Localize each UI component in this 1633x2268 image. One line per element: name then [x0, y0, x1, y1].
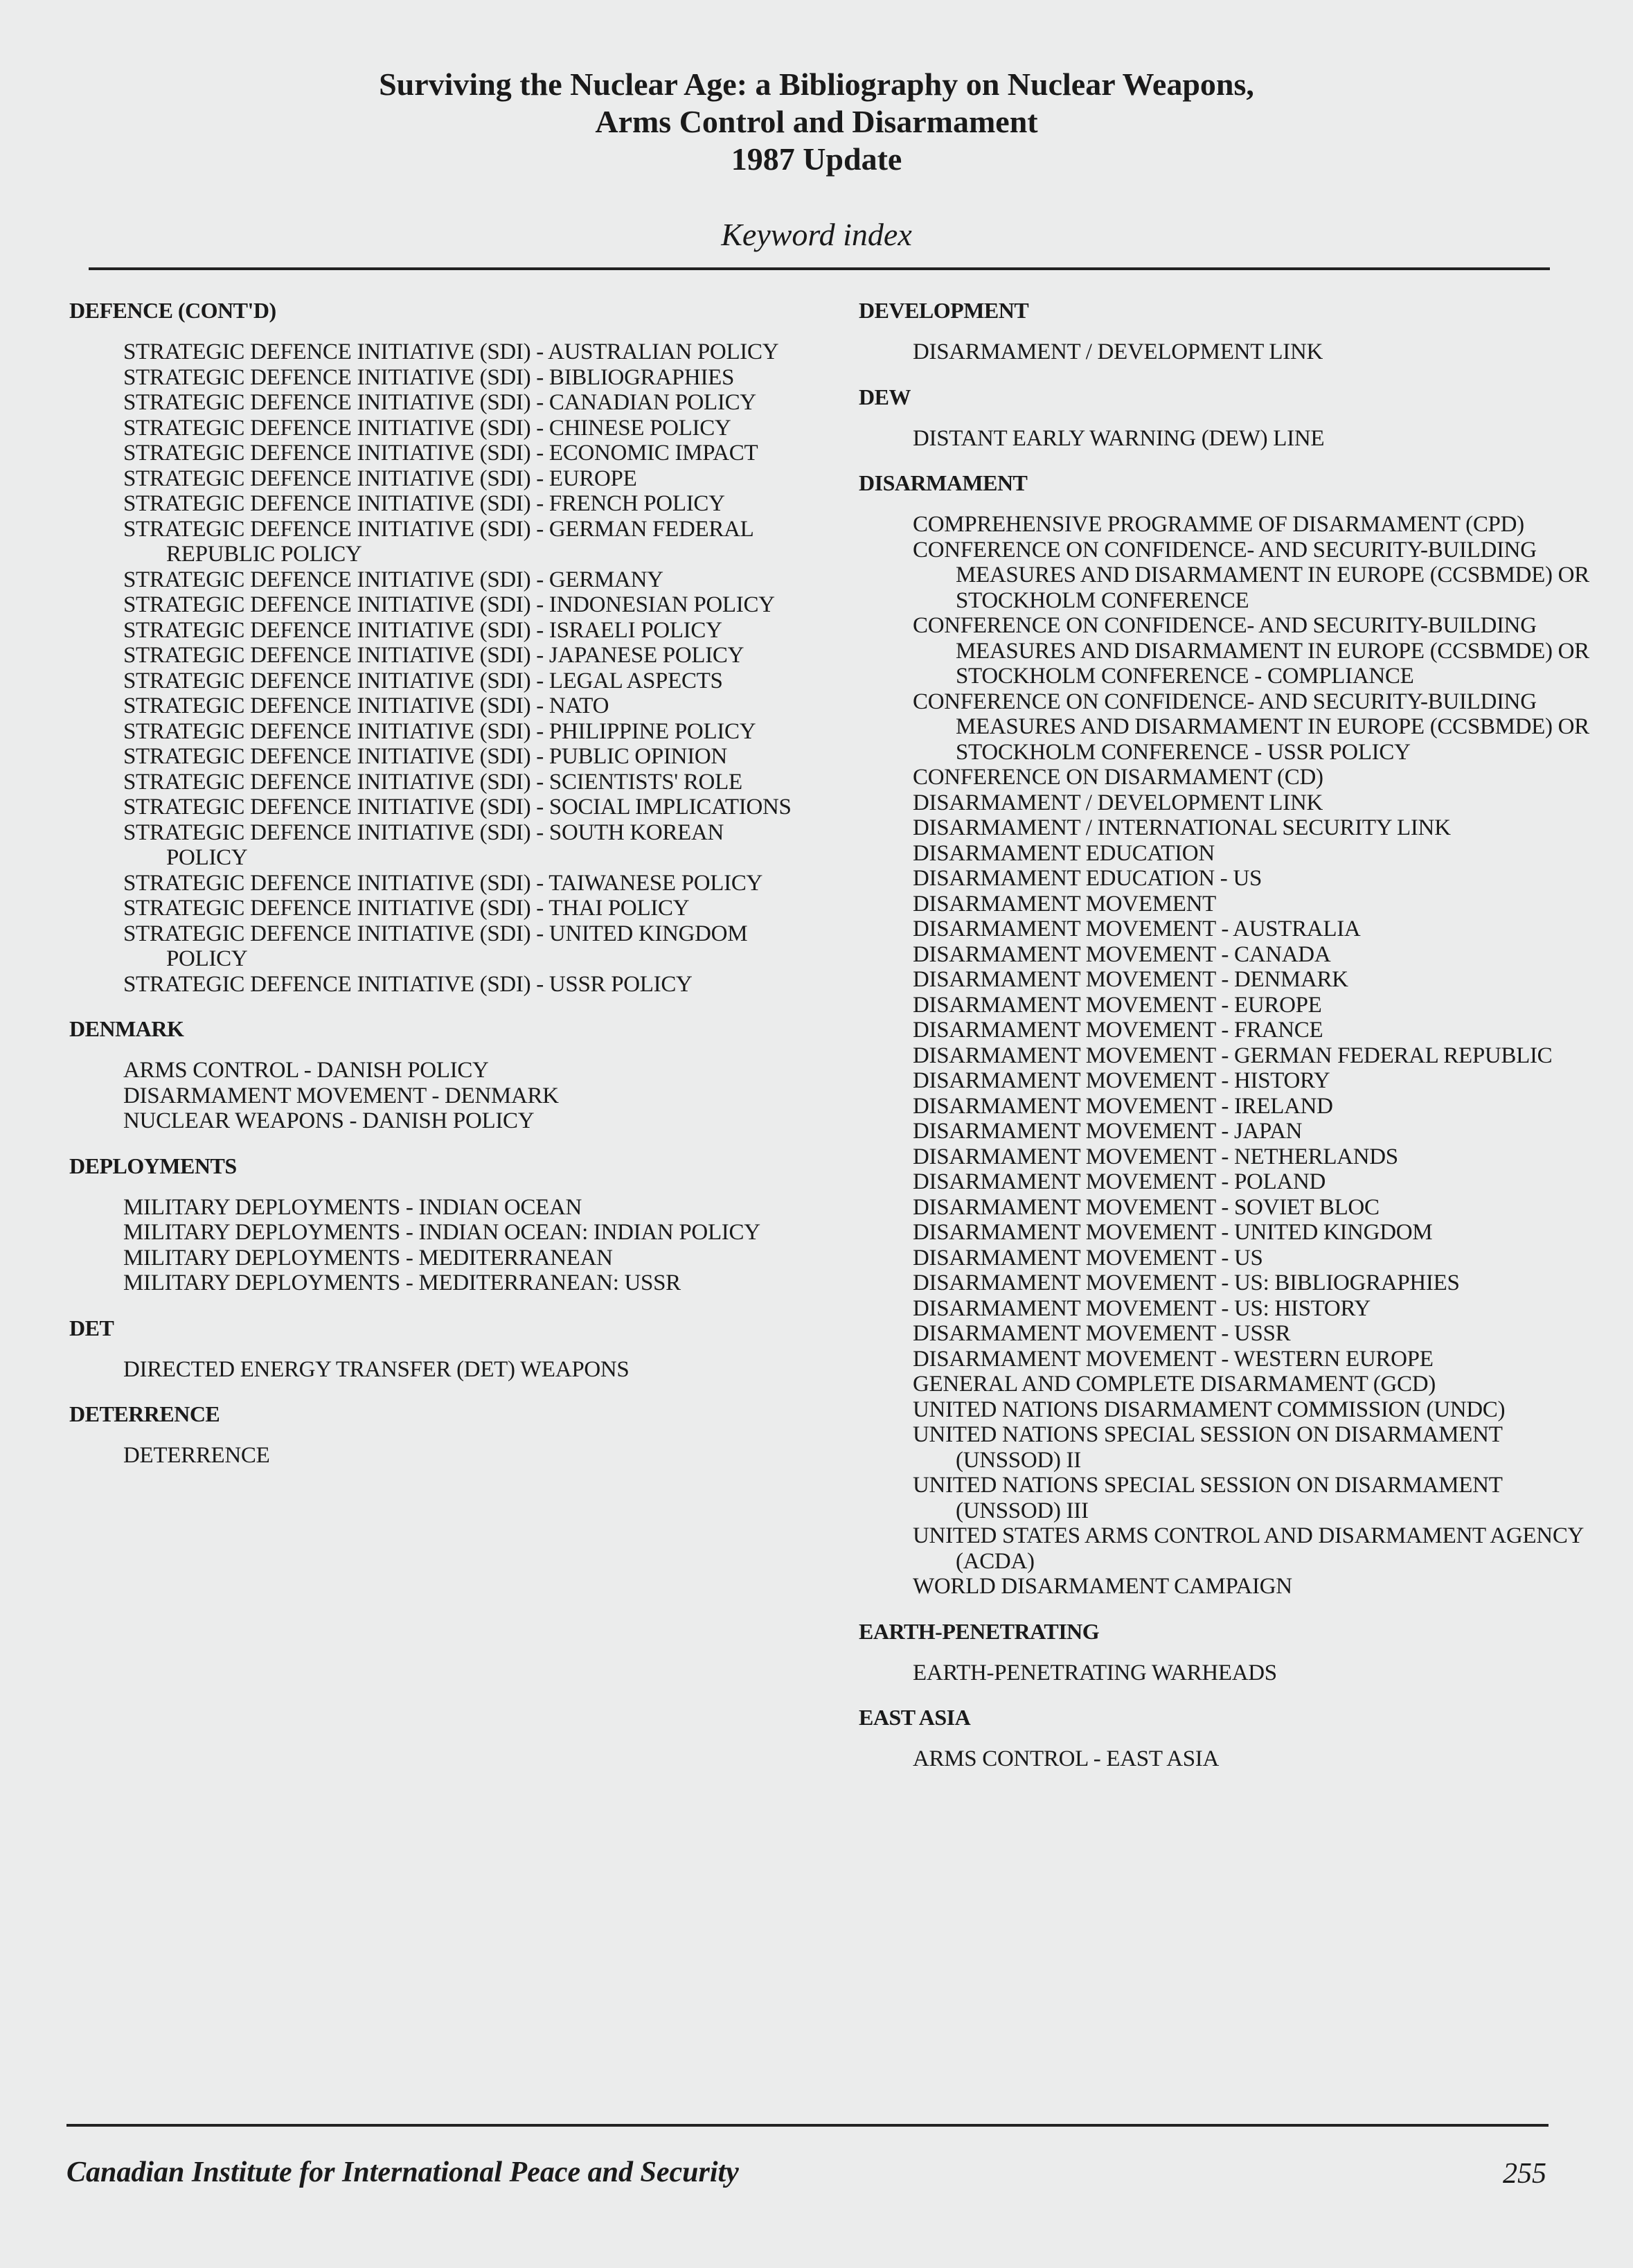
index-entry: MILITARY DEPLOYMENTS - MEDITERRANEAN	[123, 1245, 613, 1270]
entry-list	[69, 1058, 796, 1134]
index-entry: DISARMAMENT MOVEMENT - US	[913, 1245, 1263, 1270]
index-entry: DISARMAMENT MOVEMENT - EUROPE	[913, 992, 1322, 1018]
title-line: 1987 Update	[731, 141, 902, 177]
entry-list	[69, 1357, 796, 1383]
index-entry: DISARMAMENT MOVEMENT - DENMARK	[123, 1083, 559, 1108]
index-entry: UNITED NATIONS SPECIAL SESSION ON DISARMAMENT (UNSSOD) III	[913, 1473, 1502, 1523]
index-entry: STRATEGIC DEFENCE INITIATIVE (SDI) - UNITED KINGDOM POLICY	[123, 921, 748, 971]
index-entry: STRATEGIC DEFENCE INITIATIVE (SDI) - PHILIPPINE POLICY	[123, 718, 756, 744]
title-line: Arms Control and Disarmament	[595, 104, 1038, 139]
index-entry: UNITED STATES ARMS CONTROL AND DISARMAMENT AGENCY (ACDA)	[913, 1523, 1583, 1574]
index-entry: STRATEGIC DEFENCE INITIATIVE (SDI) - EUROPE	[123, 466, 637, 491]
index-entry: DISARMAMENT MOVEMENT - HISTORY	[913, 1068, 1330, 1093]
entry-list	[859, 1746, 1593, 1772]
index-entry: STRATEGIC DEFENCE INITIATIVE (SDI) - AUSTRALIAN POLICY	[123, 339, 779, 364]
index-entry: DIRECTED ENERGY TRANSFER (DET) WEAPONS	[123, 1356, 630, 1382]
index-entry: DISARMAMENT MOVEMENT - SOVIET BLOC	[913, 1194, 1380, 1220]
index-entry: DISARMAMENT MOVEMENT - FRANCE	[913, 1018, 1323, 1043]
index-entry: STRATEGIC DEFENCE INITIATIVE (SDI) - PUBLIC OPINION	[123, 744, 727, 769]
top-rule	[89, 267, 1550, 270]
index-entry: CONFERENCE ON DISARMAMENT (CD)	[913, 765, 1323, 790]
right-index-column	[859, 296, 1593, 1790]
section-heading: DET	[69, 1315, 114, 1340]
index-entry: ARMS CONTROL - EAST ASIA	[913, 1746, 1220, 1771]
index-entry: DISARMAMENT MOVEMENT - US: BIBLIOGRAPHIES	[913, 1270, 1460, 1295]
index-section	[859, 469, 1593, 1600]
index-entry: STRATEGIC DEFENCE INITIATIVE (SDI) - SOCIAL IMPLICATIONS	[123, 795, 792, 820]
index-entry: DISARMAMENT EDUCATION	[913, 840, 1215, 866]
index-section	[859, 383, 1593, 452]
index-entry: STRATEGIC DEFENCE INITIATIVE (SDI) - JAPANESE POLICY	[123, 643, 744, 668]
index-entry: DISTANT EARLY WARNING (DEW) LINE	[913, 425, 1325, 451]
index-entry: DISARMAMENT / DEVELOPMENT LINK	[913, 339, 1323, 364]
section-heading: DEFENCE (CONT'D)	[69, 298, 276, 323]
index-entry: GENERAL AND COMPLETE DISARMAMENT (GCD)	[913, 1372, 1436, 1397]
index-entry: STRATEGIC DEFENCE INITIATIVE (SDI) - BIBLIOGRAPHIES	[123, 364, 735, 390]
index-entry: MILITARY DEPLOYMENTS - INDIAN OCEAN	[123, 1194, 582, 1220]
index-entry: STRATEGIC DEFENCE INITIATIVE (SDI) - CANADIAN POLICY	[123, 390, 756, 415]
index-entry: UNITED NATIONS DISARMAMENT COMMISSION (UNDC)	[913, 1397, 1506, 1422]
index-section	[69, 1152, 796, 1296]
index-entry: DISARMAMENT MOVEMENT - DENMARK	[913, 967, 1348, 992]
index-entry: COMPREHENSIVE PROGRAMME OF DISARMAMENT (CPD)	[913, 512, 1524, 537]
index-entry: CONFERENCE ON CONFIDENCE- AND SECURITY-BUILDING MEASURES AND DISARMAMENT IN EUROPE (CCSBMDE) OR STOCKHOLM CONFERENCE - COMPLIANCE	[913, 613, 1589, 689]
index-entry: MILITARY DEPLOYMENTS - INDIAN OCEAN: INDIAN POLICY	[123, 1220, 760, 1245]
index-entry: STRATEGIC DEFENCE INITIATIVE (SDI) - ISRAELI POLICY	[123, 617, 722, 643]
section-heading: EARTH-PENETRATING	[859, 1618, 1100, 1644]
index-entry: STRATEGIC DEFENCE INITIATIVE (SDI) - LEGAL ASPECTS	[123, 668, 723, 693]
index-entry: STRATEGIC DEFENCE INITIATIVE (SDI) - ECONOMIC IMPACT	[123, 441, 758, 466]
bottom-rule	[66, 2124, 1549, 2127]
index-section	[69, 296, 796, 997]
index-entry: STRATEGIC DEFENCE INITIATIVE (SDI) - SCIENTISTS' ROLE	[123, 769, 742, 795]
section-heading: DEW	[859, 384, 911, 409]
index-entry: CONFERENCE ON CONFIDENCE- AND SECURITY-BUILDING MEASURES AND DISARMAMENT IN EUROPE (CCSBMDE) OR STOCKHOLM CONFERENCE - USSR POLICY	[913, 689, 1589, 765]
section-heading: DISARMAMENT	[859, 470, 1028, 495]
entry-list	[859, 426, 1593, 452]
section-heading: EAST ASIA	[859, 1705, 971, 1730]
index-entry: STRATEGIC DEFENCE INITIATIVE (SDI) - INDONESIAN POLICY	[123, 592, 775, 617]
index-entry: DISARMAMENT MOVEMENT - IRELAND	[913, 1093, 1333, 1119]
index-entry: DETERRENCE	[123, 1443, 270, 1468]
entry-list	[859, 339, 1593, 365]
section-heading: DENMARK	[69, 1016, 184, 1041]
index-entry: NUCLEAR WEAPONS - DANISH POLICY	[123, 1108, 535, 1133]
entry-list	[69, 339, 796, 997]
index-entry: STRATEGIC DEFENCE INITIATIVE (SDI) - THAI POLICY	[123, 896, 690, 921]
index-section	[69, 1400, 796, 1469]
index-entry: DISARMAMENT MOVEMENT - UNITED KINGDOM	[913, 1220, 1433, 1245]
left-index-column	[69, 296, 796, 1487]
entry-list	[69, 1443, 796, 1469]
index-entry: MILITARY DEPLOYMENTS - MEDITERRANEAN: USSR	[123, 1270, 681, 1295]
index-entry: STRATEGIC DEFENCE INITIATIVE (SDI) - NATO	[123, 693, 609, 718]
index-entry: DISARMAMENT MOVEMENT - CANADA	[913, 941, 1331, 967]
index-entry: STRATEGIC DEFENCE INITIATIVE (SDI) - GERMANY	[123, 567, 663, 592]
index-entry: STRATEGIC DEFENCE INITIATIVE (SDI) - USSR POLICY	[123, 971, 693, 997]
page-subtitle: Keyword index	[721, 217, 912, 252]
index-entry: STRATEGIC DEFENCE INITIATIVE (SDI) - TAIWANESE POLICY	[123, 870, 763, 896]
index-entry: DISARMAMENT MOVEMENT - POLAND	[913, 1169, 1326, 1194]
section-heading: DETERRENCE	[69, 1401, 220, 1426]
index-section	[859, 1703, 1593, 1772]
index-entry: EARTH-PENETRATING WARHEADS	[913, 1660, 1277, 1685]
index-entry: DISARMAMENT MOVEMENT - NETHERLANDS	[913, 1144, 1398, 1169]
index-section	[69, 1015, 796, 1134]
footer-institute: Canadian Institute for International Peace and Security	[66, 2156, 739, 2188]
index-entry: STRATEGIC DEFENCE INITIATIVE (SDI) - FRENCH POLICY	[123, 491, 725, 516]
index-entry: DISARMAMENT MOVEMENT - GERMAN FEDERAL REPUBLIC	[913, 1043, 1553, 1068]
entry-list	[859, 1660, 1593, 1686]
index-entry: DISARMAMENT / DEVELOPMENT LINK	[913, 790, 1323, 815]
index-entry: DISARMAMENT MOVEMENT - WESTERN EUROPE	[913, 1346, 1434, 1372]
index-section	[859, 1618, 1593, 1686]
page-title	[0, 66, 1633, 178]
index-entry: DISARMAMENT / INTERNATIONAL SECURITY LINK	[913, 815, 1451, 840]
index-entry: DISARMAMENT EDUCATION - US	[913, 866, 1262, 891]
index-entry: DISARMAMENT MOVEMENT - JAPAN	[913, 1119, 1303, 1144]
index-entry: DISARMAMENT MOVEMENT - AUSTRALIA	[913, 916, 1361, 941]
index-entry: STRATEGIC DEFENCE INITIATIVE (SDI) - CHINESE POLICY	[123, 415, 731, 441]
index-entry: UNITED NATIONS SPECIAL SESSION ON DISARMAMENT (UNSSOD) II	[913, 1422, 1502, 1473]
title-line: Surviving the Nuclear Age: a Bibliography on Nuclear Weapons,	[379, 67, 1254, 102]
index-entry: WORLD DISARMAMENT CAMPAIGN	[913, 1574, 1292, 1599]
index-entry: STRATEGIC DEFENCE INITIATIVE (SDI) - GERMAN FEDERAL REPUBLIC POLICY	[123, 516, 753, 567]
index-entry: DISARMAMENT MOVEMENT - US: HISTORY	[913, 1295, 1371, 1321]
index-entry: DISARMAMENT MOVEMENT	[913, 891, 1216, 916]
entry-list	[69, 1195, 796, 1296]
index-section	[859, 296, 1593, 365]
page-number: 255	[1503, 2158, 1546, 2190]
section-heading: DEPLOYMENTS	[69, 1153, 237, 1178]
index-entry: ARMS CONTROL - DANISH POLICY	[123, 1058, 489, 1083]
index-section	[69, 1314, 796, 1383]
index-entry: STRATEGIC DEFENCE INITIATIVE (SDI) - SOUTH KOREAN POLICY	[123, 820, 724, 870]
section-heading: DEVELOPMENT	[859, 298, 1029, 323]
index-entry: DISARMAMENT MOVEMENT - USSR	[913, 1321, 1291, 1346]
index-entry: CONFERENCE ON CONFIDENCE- AND SECURITY-BUILDING MEASURES AND DISARMAMENT IN EUROPE (CCSBMDE) OR STOCKHOLM CONFERENCE	[913, 537, 1589, 613]
entry-list	[859, 512, 1593, 1600]
